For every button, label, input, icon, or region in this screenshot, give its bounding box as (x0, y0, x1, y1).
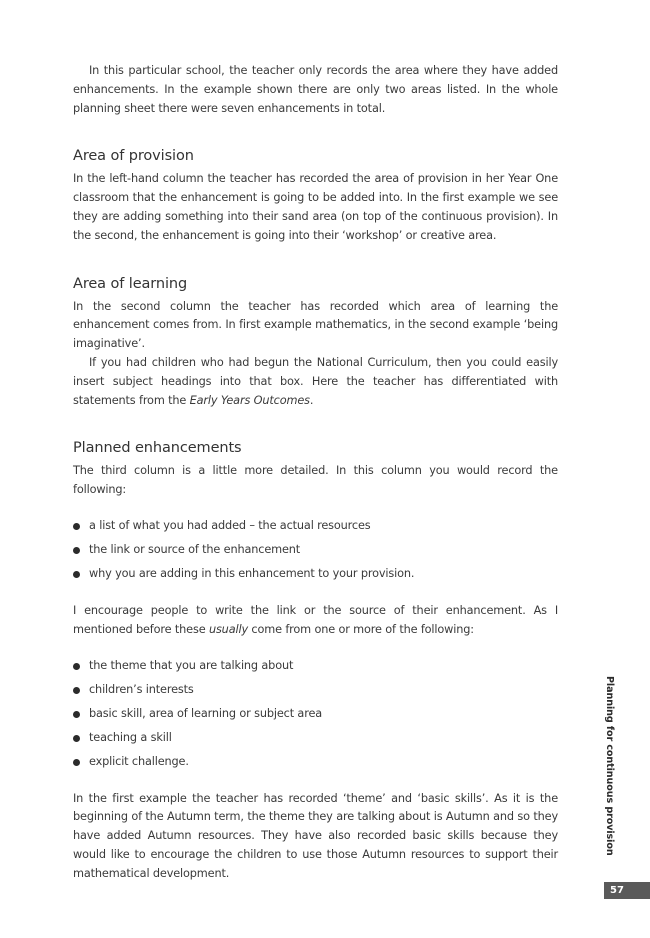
area-of-learning-text-a: If you had children who had begun the National Curriculum, then you could easily insert subject headings into that box. Here the teacher has differentiated with statements from the (73, 355, 558, 407)
bullet-icon (73, 687, 80, 694)
heading-area-of-provision: Area of provision (73, 148, 194, 165)
list-item: the theme that you are talking about (73, 654, 558, 678)
page-number: 57 (604, 882, 650, 899)
area-of-learning-paragraph-2 (73, 354, 558, 410)
bullet-icon (73, 735, 80, 742)
bullet-icon (73, 523, 80, 530)
running-side-title (601, 676, 617, 856)
bullet-icon (73, 759, 80, 766)
link-source-text-a: I encourage people to write the link or the source of their enhancement. As I mentioned before these (73, 603, 558, 636)
bullet-icon (73, 711, 80, 718)
list-item: teaching a skill (73, 726, 558, 750)
area-of-learning-text-b: . (309, 393, 314, 407)
bullet-icon (73, 571, 80, 578)
list-item: the link or source of the enhancement (73, 538, 558, 562)
list-item: children’s interests (73, 678, 558, 702)
list-item: why you are adding in this enhancement to your provision. (73, 562, 558, 586)
heading-planned-enhancements: Planned enhancements (73, 440, 242, 457)
planned-enhancements-intro: The third column is a little more detailed. In this column you would record the following: (73, 464, 558, 497)
early-years-outcomes-title: Early Years Outcomes (189, 393, 310, 407)
link-source-text-b: come from one or more of the following: (247, 622, 474, 636)
area-of-learning-paragraph-1: In the second column the teacher has recorded which area of learning the enhancement comes from. In first example mathematics, in the second example ‘being imaginative’. (73, 299, 558, 351)
intro-paragraph: In this particular school, the teacher only records the area where they have added enhancements. In the example shown there are only two areas listed. In the whole planning sheet there were seven enhancements in total. (73, 64, 558, 115)
usually-emphasis: usually (208, 622, 248, 636)
body-text (73, 62, 558, 884)
link-source-paragraph (73, 602, 558, 640)
bullet-icon (73, 547, 80, 554)
list-item: basic skill, area of learning or subject area (73, 702, 558, 726)
source-list (73, 654, 558, 774)
record-list (73, 514, 558, 586)
area-of-provision-paragraph: In the left-hand column the teacher has recorded the area of provision in her Year One classroom that the enhancement is going to be added into. In the first example we see they are adding something into their sand area (on top of the continuous provision). In the second, the enhancement is going into their ‘workshop’ or creative area. (73, 172, 558, 242)
closing-paragraph: In the first example the teacher has recorded ‘theme’ and ‘basic skills’. As it is the beginning of the Autumn term, the theme they are talking about is Autumn and so they have added Autumn resources. They have also recorded basic skills because they would like to encourage the children to use those Autumn resources to support their mathematical development. (73, 791, 558, 880)
side-title-text: Planning for continuous provision (604, 676, 615, 856)
list-item: explicit challenge. (73, 750, 558, 774)
bullet-icon (73, 663, 80, 670)
heading-area-of-learning: Area of learning (73, 275, 188, 292)
list-item: a list of what you had added – the actual resources (73, 514, 558, 538)
